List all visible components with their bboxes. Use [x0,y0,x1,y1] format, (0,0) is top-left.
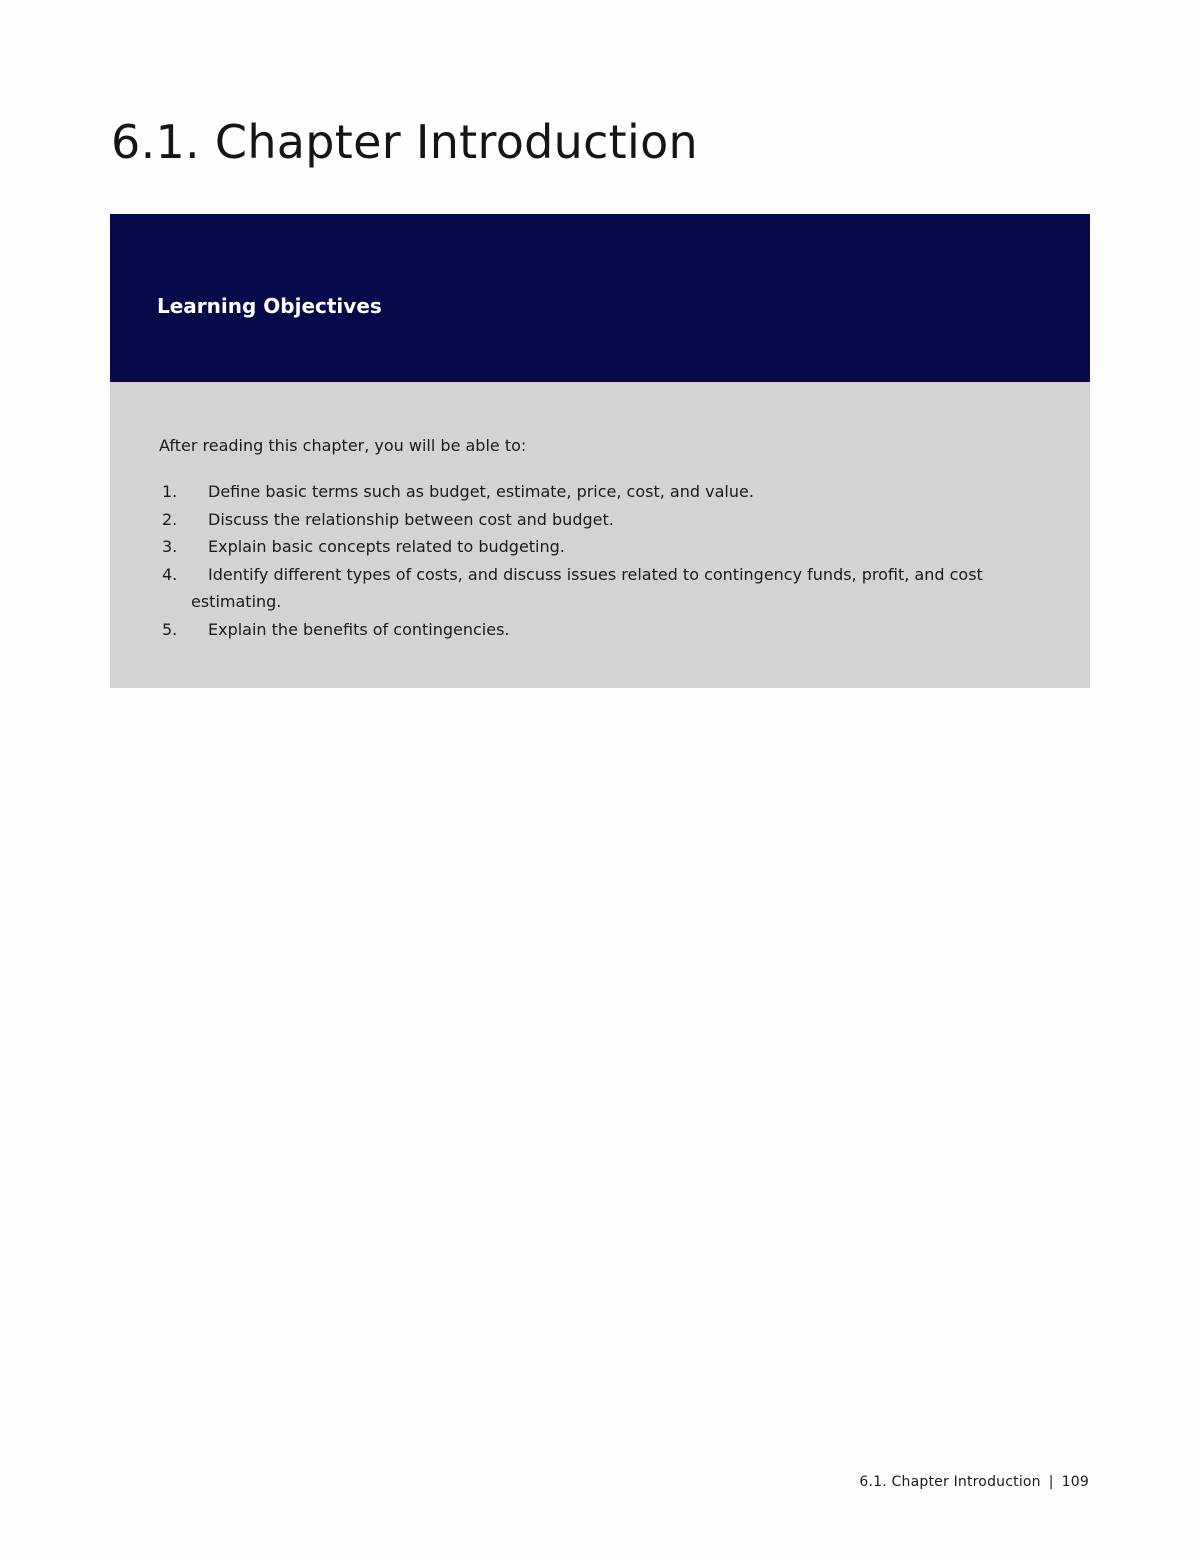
list-item [159,533,1059,561]
list-item-number: 1. [162,482,178,501]
footer-separator: | [1048,1474,1054,1490]
learning-objectives-heading: Learning Objectives [157,294,382,318]
list-item-text: Discuss the relationship between cost and budget. [208,509,614,529]
list-item [159,561,1059,616]
learning-objectives-list [159,478,1059,643]
learning-objectives-intro: After reading this chapter, you will be able to: [159,436,527,455]
learning-objectives-box [110,214,1090,688]
list-item-text: Identify different types of costs, and discuss issues related to contingency funds, profit, and cost estimating. [191,564,983,611]
page-footer [859,1472,1089,1492]
list-item-number: 4. [162,564,178,584]
list-item-text: Explain basic concepts related to budgeting. [208,537,565,556]
list-item [159,616,1059,644]
list-item [159,478,1059,506]
page-number: 109 [1061,1474,1089,1490]
learning-objectives-body [110,382,1090,688]
list-item [159,506,1059,534]
footer-running-title: 6.1. Chapter Introduction [859,1474,1041,1490]
page-title: 6.1. Chapter Introduction [111,115,698,169]
list-item-text: Explain the benefits of contingencies. [208,619,510,639]
list-item-number: 5. [162,619,178,639]
list-item-number: 2. [162,509,178,529]
learning-objectives-header [110,214,1090,382]
list-item-number: 3. [162,537,178,556]
list-item-text: Define basic terms such as budget, estimate, price, cost, and value. [208,482,754,501]
